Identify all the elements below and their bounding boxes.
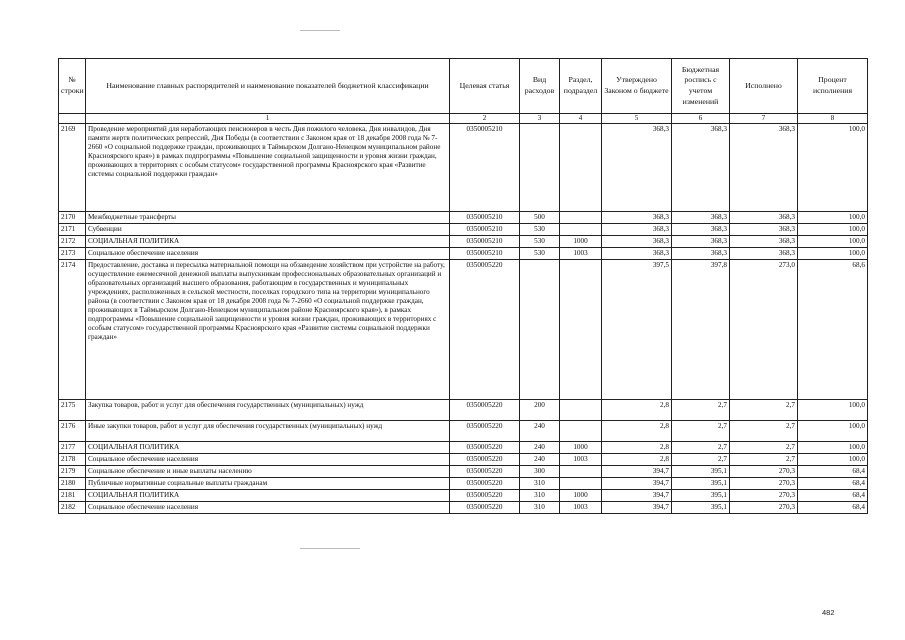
row-name-cell: Социальное обеспечение населения bbox=[86, 454, 450, 466]
row-number-cell: 2169 bbox=[59, 124, 86, 212]
percent-cell: 100,0 bbox=[798, 124, 868, 212]
vid-cell: 530 bbox=[520, 224, 560, 236]
table-row bbox=[59, 248, 868, 260]
target-code-cell: 0350005220 bbox=[450, 478, 520, 490]
vid-cell: 200 bbox=[520, 400, 560, 421]
vid-cell: 240 bbox=[520, 421, 560, 442]
approved-cell: 368,3 bbox=[602, 248, 672, 260]
header-vid: Вид расходов bbox=[520, 59, 560, 114]
row-number-cell: 2181 bbox=[59, 490, 86, 502]
row-number-cell: 2179 bbox=[59, 466, 86, 478]
row-name-cell: Социальное обеспечение населения bbox=[86, 502, 450, 514]
percent-cell: 100,0 bbox=[798, 421, 868, 442]
approved-cell: 394,7 bbox=[602, 466, 672, 478]
percent-cell: 68,6 bbox=[798, 260, 868, 400]
table-row bbox=[59, 478, 868, 490]
approved-cell: 397,5 bbox=[602, 260, 672, 400]
budget-list-cell: 368,3 bbox=[672, 248, 730, 260]
header-executed: Исполнено bbox=[730, 59, 798, 114]
header-row bbox=[59, 59, 868, 114]
column-number: 4 bbox=[560, 114, 602, 124]
executed-cell: 368,3 bbox=[730, 248, 798, 260]
target-code-cell: 0350005220 bbox=[450, 260, 520, 400]
approved-cell: 2,8 bbox=[602, 442, 672, 454]
budget-list-cell: 368,3 bbox=[672, 236, 730, 248]
executed-cell: 270,3 bbox=[730, 502, 798, 514]
percent-cell: 100,0 bbox=[798, 442, 868, 454]
column-number: 6 bbox=[672, 114, 730, 124]
table-row bbox=[59, 490, 868, 502]
approved-cell: 394,7 bbox=[602, 502, 672, 514]
row-number-cell: 2170 bbox=[59, 212, 86, 224]
percent-cell: 100,0 bbox=[798, 236, 868, 248]
budget-list-cell: 395,1 bbox=[672, 478, 730, 490]
column-number: 7 bbox=[730, 114, 798, 124]
razdel-cell bbox=[560, 224, 602, 236]
target-code-cell: 0350005210 bbox=[450, 236, 520, 248]
row-name-cell: Субвенции bbox=[86, 224, 450, 236]
approved-cell: 394,7 bbox=[602, 490, 672, 502]
target-code-cell: 0350005220 bbox=[450, 466, 520, 478]
razdel-cell: 1003 bbox=[560, 502, 602, 514]
row-number-cell: 2178 bbox=[59, 454, 86, 466]
row-name-cell: СОЦИАЛЬНАЯ ПОЛИТИКА bbox=[86, 442, 450, 454]
scan-mark bbox=[300, 548, 360, 549]
vid-cell: 310 bbox=[520, 478, 560, 490]
vid-cell: 530 bbox=[520, 248, 560, 260]
approved-cell: 2,8 bbox=[602, 400, 672, 421]
row-name-cell: Закупка товаров, работ и услуг для обеспечения государственных (муниципальных) нужд bbox=[86, 400, 450, 421]
budget-list-cell: 368,3 bbox=[672, 212, 730, 224]
executed-cell: 2,7 bbox=[730, 442, 798, 454]
executed-cell: 368,3 bbox=[730, 224, 798, 236]
table-row bbox=[59, 236, 868, 248]
header-approved: Утверждено Законом о бюджете bbox=[602, 59, 672, 114]
row-number-cell: 2176 bbox=[59, 421, 86, 442]
row-name-cell: Предоставление, доставка и пересылка материальной помощи на обзаведение хозяйством при устройстве на работу, осуществление ежемесячной денежной выплаты выпускникам профессиональных образовательных организаций и образовательных организаций высшего образования, работающим в государственных и муниципальных учреждениях, расположенных в сельской местности, поселках городского типа на территории муниципального района (в соответствии с Законом края от 18 декабря 2008 года № 7-2660 «О социальной поддержке граждан, проживающих в Таймырском Долгано-Ненецком муниципальном районе Красноярского края»), в рамках подпрограммы «Повышение социальной защищенности и уровня жизни граждан, проживающих в территориях с особым статусом» государственной программы Красноярского края «Развитие системы социальной поддержки граждан» bbox=[86, 260, 450, 400]
executed-cell: 273,0 bbox=[730, 260, 798, 400]
table-row bbox=[59, 224, 868, 236]
budget-list-cell: 2,7 bbox=[672, 454, 730, 466]
row-name-cell: Межбюджетные трансферты bbox=[86, 212, 450, 224]
row-number-cell: 2175 bbox=[59, 400, 86, 421]
row-name-cell: Социальное обеспечение и иные выплаты населению bbox=[86, 466, 450, 478]
razdel-cell bbox=[560, 421, 602, 442]
table-row bbox=[59, 502, 868, 514]
approved-cell: 2,8 bbox=[602, 454, 672, 466]
vid-cell: 300 bbox=[520, 466, 560, 478]
header-percent: Процент исполнения bbox=[798, 59, 868, 114]
table-row bbox=[59, 442, 868, 454]
razdel-cell bbox=[560, 400, 602, 421]
budget-list-cell: 395,1 bbox=[672, 502, 730, 514]
table-row bbox=[59, 421, 868, 442]
row-name-cell: Проведение мероприятий для неработающих пенсионеров в честь Дня пожилого человека, Дня инвалидов, Дня памяти жертв политических репрессий, Дня Победы (в соответствии с Законом края от 18 декабря 2008 года № 7-2660 «О социальной поддержке граждан, проживающих в Таймырском Долгано-Ненецком муниципальном районе Красноярского края») в рамках подпрограммы «Повышение социальной защищенности и уровня жизни граждан, проживающих в территориях с особым статусом» государственной программы Красноярского края «Развитие системы социальной поддержки граждан» bbox=[86, 124, 450, 212]
target-code-cell: 0350005220 bbox=[450, 502, 520, 514]
scan-mark bbox=[300, 30, 340, 31]
row-number-cell: 2174 bbox=[59, 260, 86, 400]
budget-list-cell: 2,7 bbox=[672, 421, 730, 442]
executed-cell: 2,7 bbox=[730, 400, 798, 421]
budget-list-cell: 368,3 bbox=[672, 124, 730, 212]
budget-table bbox=[58, 58, 868, 514]
row-number-cell: 2173 bbox=[59, 248, 86, 260]
razdel-cell: 1003 bbox=[560, 454, 602, 466]
executed-cell: 368,3 bbox=[730, 124, 798, 212]
percent-cell: 68,4 bbox=[798, 490, 868, 502]
vid-cell: 500 bbox=[520, 212, 560, 224]
razdel-cell bbox=[560, 466, 602, 478]
header-budget-list: Бюджетная роспись с учетом изменений bbox=[672, 59, 730, 114]
target-code-cell: 0350005210 bbox=[450, 224, 520, 236]
budget-list-cell: 395,1 bbox=[672, 466, 730, 478]
row-name-cell: Публичные нормативные социальные выплаты гражданам bbox=[86, 478, 450, 490]
row-number-cell: 2180 bbox=[59, 478, 86, 490]
budget-list-cell: 2,7 bbox=[672, 442, 730, 454]
executed-cell: 2,7 bbox=[730, 421, 798, 442]
approved-cell: 368,3 bbox=[602, 124, 672, 212]
table-row bbox=[59, 124, 868, 212]
percent-cell: 100,0 bbox=[798, 454, 868, 466]
header-name: Наименование главных распорядителей и наименование показателей бюджетной классификации bbox=[86, 59, 450, 114]
column-number: 3 bbox=[520, 114, 560, 124]
table-row bbox=[59, 454, 868, 466]
approved-cell: 368,3 bbox=[602, 236, 672, 248]
column-number: 1 bbox=[86, 114, 450, 124]
row-number-cell: 2171 bbox=[59, 224, 86, 236]
executed-cell: 270,3 bbox=[730, 490, 798, 502]
vid-cell: 310 bbox=[520, 490, 560, 502]
executed-cell: 2,7 bbox=[730, 454, 798, 466]
razdel-cell bbox=[560, 478, 602, 490]
target-code-cell: 0350005210 bbox=[450, 124, 520, 212]
vid-cell bbox=[520, 124, 560, 212]
approved-cell: 368,3 bbox=[602, 224, 672, 236]
column-number-blank bbox=[59, 114, 86, 124]
vid-cell: 310 bbox=[520, 502, 560, 514]
percent-cell: 68,4 bbox=[798, 466, 868, 478]
razdel-cell bbox=[560, 260, 602, 400]
percent-cell: 100,0 bbox=[798, 248, 868, 260]
budget-list-cell: 368,3 bbox=[672, 224, 730, 236]
executed-cell: 270,3 bbox=[730, 478, 798, 490]
percent-cell: 100,0 bbox=[798, 212, 868, 224]
executed-cell: 368,3 bbox=[730, 212, 798, 224]
table-row bbox=[59, 212, 868, 224]
target-code-cell: 0350005210 bbox=[450, 212, 520, 224]
row-name-cell: СОЦИАЛЬНАЯ ПОЛИТИКА bbox=[86, 490, 450, 502]
vid-cell: 240 bbox=[520, 442, 560, 454]
approved-cell: 2,8 bbox=[602, 421, 672, 442]
razdel-cell: 1000 bbox=[560, 442, 602, 454]
row-name-cell: Иные закупки товаров, работ и услуг для обеспечения государственных (муниципальных) нужд bbox=[86, 421, 450, 442]
table-row bbox=[59, 466, 868, 478]
budget-list-cell: 2,7 bbox=[672, 400, 730, 421]
razdel-cell: 1003 bbox=[560, 248, 602, 260]
target-code-cell: 0350005210 bbox=[450, 248, 520, 260]
column-number: 2 bbox=[450, 114, 520, 124]
column-number: 8 bbox=[798, 114, 868, 124]
column-number: 5 bbox=[602, 114, 672, 124]
target-code-cell: 0350005220 bbox=[450, 442, 520, 454]
target-code-cell: 0350005220 bbox=[450, 454, 520, 466]
row-name-cell: Социальное обеспечение населения bbox=[86, 248, 450, 260]
razdel-cell: 1000 bbox=[560, 490, 602, 502]
percent-cell: 68,4 bbox=[798, 478, 868, 490]
budget-list-cell: 397,8 bbox=[672, 260, 730, 400]
approved-cell: 368,3 bbox=[602, 212, 672, 224]
razdel-cell bbox=[560, 212, 602, 224]
vid-cell bbox=[520, 260, 560, 400]
table-body bbox=[59, 124, 868, 514]
target-code-cell: 0350005220 bbox=[450, 400, 520, 421]
header-row-no: № строки bbox=[59, 59, 86, 114]
table-row bbox=[59, 400, 868, 421]
approved-cell: 394,7 bbox=[602, 478, 672, 490]
row-number-cell: 2172 bbox=[59, 236, 86, 248]
vid-cell: 240 bbox=[520, 454, 560, 466]
page-number: 482 bbox=[822, 608, 835, 617]
table-row bbox=[59, 260, 868, 400]
percent-cell: 100,0 bbox=[798, 400, 868, 421]
executed-cell: 270,3 bbox=[730, 466, 798, 478]
razdel-cell: 1000 bbox=[560, 236, 602, 248]
razdel-cell bbox=[560, 124, 602, 212]
vid-cell: 530 bbox=[520, 236, 560, 248]
row-name-cell: СОЦИАЛЬНАЯ ПОЛИТИКА bbox=[86, 236, 450, 248]
target-code-cell: 0350005220 bbox=[450, 490, 520, 502]
header-razdel: Раздел, подраздел bbox=[560, 59, 602, 114]
percent-cell: 68,4 bbox=[798, 502, 868, 514]
row-number-cell: 2177 bbox=[59, 442, 86, 454]
executed-cell: 368,3 bbox=[730, 236, 798, 248]
header-target: Целевая статья bbox=[450, 59, 520, 114]
percent-cell: 100,0 bbox=[798, 224, 868, 236]
column-number-row bbox=[59, 114, 868, 124]
target-code-cell: 0350005220 bbox=[450, 421, 520, 442]
row-number-cell: 2182 bbox=[59, 502, 86, 514]
budget-list-cell: 395,1 bbox=[672, 490, 730, 502]
